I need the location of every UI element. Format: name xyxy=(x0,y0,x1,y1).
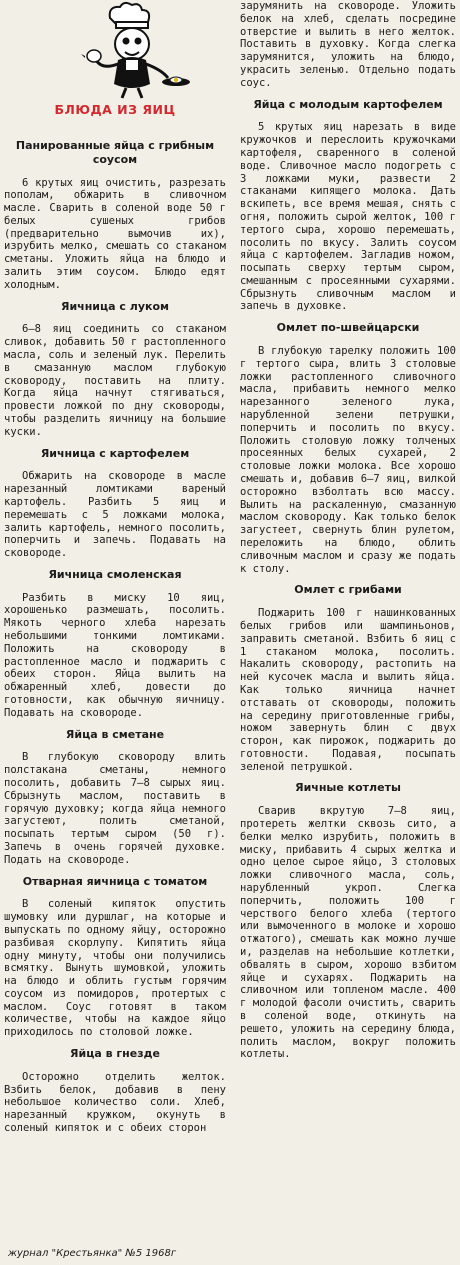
recipe-title: Отварная яичница с томатом xyxy=(22,874,208,888)
recipe-title: Яйца с молодым картофелем xyxy=(253,97,443,111)
recipe xyxy=(4,300,226,439)
recipe-title: Яйца в сметане xyxy=(65,727,165,741)
right-column xyxy=(236,0,460,1067)
recipe-body: Разбить в миску 10 яиц, хорошенько размешать, посолить. Мякоть черного хлеба нарезать небольшими тонкими ломтиками. Положить на сковороду в растопленное масло и поджарить с обеих сторон. Яйца вылить на обжаренный хлеб, довести до готовности, как обычную яичницу. Подавать на сковороде. xyxy=(4,591,226,719)
recipe xyxy=(240,781,456,1061)
recipe xyxy=(4,568,226,720)
section-title: БЛЮДА ИЗ ЯИЦ xyxy=(54,102,176,117)
recipe xyxy=(240,321,456,575)
recipe xyxy=(4,1047,226,1135)
recipe-title: Панированные яйца с грибным соусом xyxy=(15,139,215,166)
recipe-body: Обжарить на сковороде в масле нарезанный ломтиками вареный картофель. Разбить 5 яиц и перемешать с 5 ложками молока, залить картофель, немного посолить, поперчить и запечь. Подавать на сковороде. xyxy=(4,470,226,560)
recipe-body: зарумянить на сковороде. Уложить белок на хлеб, сделать посредине отверстие и вылить в него желток. Поставить в духовку. Когда слегка зарумянится, уложить на блюдо, украсить зеленью. Отдельно подать соус. xyxy=(240,0,456,89)
recipe-body: Осторожно отделить желток. Взбить белок, добавив в пену небольшое количество соли. Хлеб, нарезанный кружком, окунуть в соленый кипяток и с обеих сторон xyxy=(4,1070,226,1135)
recipe xyxy=(240,583,456,773)
recipe-body: 6 крутых яиц очистить, разрезать пополам, обжарить в сливочном масле. Сварить в соленой воде 50 г белых сушеных грибов (предварительно вымочив их), изрубить мелко, смешать со стаканом сметаны. Уложить яйца на блюдо и залить этим соусом. Блюдо едят холодным. xyxy=(4,176,226,291)
recipe-title: Яичница смоленская xyxy=(48,567,182,581)
recipe-body: В глубокую сковороду влить полстакана сметаны, немного посолить, добавить 7—8 сырых яиц. Сбрызнуть маслом, поставить в горячую духовку; когда яйца немного загустеют, полить сметаной, посыпать тертым сыром (50 г). Запечь в очень горячей духовке. Подать на сковороде. xyxy=(4,751,226,866)
recipe-continuation xyxy=(240,0,456,90)
recipe xyxy=(4,728,226,867)
recipe xyxy=(4,139,226,292)
recipe-title: Омлет по-швейцарски xyxy=(276,321,420,335)
recipe xyxy=(4,447,226,560)
recipe-title: Яйца в гнезде xyxy=(70,1047,160,1061)
recipe-body: В соленый кипяток опустить шумовку или дуршлаг, на которые и выпускать по одному яйцу, осторожно разбивая скорлупу. Кипятить яйца одну минуту, чтобы они получились всмятку. Вынуть шумовкой, уложить на блюдо и облить густым горячим соусом из помидоров, протертых с маслом. Соус готовят в таком количестве, чтобы на каждое яйцо приходилось по столовой ложке. xyxy=(4,898,226,1039)
recipe-body: Поджарить 100 г нашинкованных белых грибов или шампиньонов, заправить сметаной. Взбить 6 яиц с 1 стаканом молока, посолить. Накалить сковороду, растопить на ней кусочек масла и вылить яйца. Как только яичница начнет отставать от сковороды, положить на середину приготовленные грибы, ножом завернуть блин с двух сторон, как пирожок, поджарить до готовности. Подавая, посыпать зеленой петрушкой. xyxy=(240,607,456,773)
recipe-body: Сварив вкрутую 7—8 яиц, протереть желтки сквозь сито, а белки мелко изрубить, положить в миску, прибавить 4 сырых желтка и одно целое сырое яйцо, 3 столовых ложки сливочного масла, соль, нарубленный укроп. Слегка поперчить, положить 100 г черствого белого хлеба (тертого или вымоченного в молоке и хорошо отжатого), смешать как можно лучше и, разделав на небольшие котлетки, обвалять в сыром, хорошо взбитом яйце и сухарях. Поджарить на сливочном или топленом масле. 400 г молодой фасоли очистить, сварить в соленой воде, откинуть на решето, уложить на середину блюда, полить маслом, вокруг положить котлеты. xyxy=(240,805,456,1061)
header-illustration xyxy=(0,0,230,100)
recipe-body: 5 крутых яиц нарезать в виде кружочков и переслоить кружочками картофеля, сваренного в соленой воде. Сливочное масло подогреть с 3 ложками муки, развести 2 стаканами кипящего молока. Дать вскипеть, все время мешая, снять с огня, положить сырой желток, 100 г тертого сыра, хорошо перемешать, посолить по вкусу. Залить соусом яйца с картофелем. Загладив ножом, посыпать сверху тертым сыром, смешанным с просеянными сухарями. Сбрызнуть сливочным маслом и запечь в духовке. xyxy=(240,121,456,313)
recipe-title: Яичница с картофелем xyxy=(40,446,190,460)
recipe xyxy=(240,98,456,314)
recipe-title: Омлет с грибами xyxy=(294,583,402,597)
source-caption: журнал "Крестьянка" №5 1968г xyxy=(8,1248,177,1259)
chef-illustration-icon xyxy=(80,0,195,100)
recipe-body: 6—8 яиц соединить со стаканом сливок, добавить 50 г растопленного масла, соль и зеленый лук. Перелить в смазанную маслом глубокую сковороду, поставить на плиту. Когда яйца начнут стягиваться, провести ложкой по дну сковороды, чтобы разделить яичницу на большие куски. xyxy=(4,323,226,438)
recipe xyxy=(4,875,226,1040)
recipe-title: Яичные котлеты xyxy=(295,781,401,795)
left-column xyxy=(0,0,230,1141)
recipe-title: Яичница с луком xyxy=(60,299,170,313)
recipe-body: В глубокую тарелку положить 100 г тертого сыра, влить 3 столовые ложки растопленного сливочного масла, прибавить немного мелко нарезанного зеленого лука, нарубленной зелени петрушки, поперчить и посолить по вкусу. Положить столовую ложку толченых просеянных белых сухарей, 2 столовые ложки молока. Все хорошо смешать и, добавив 6—7 яиц, вилкой осторожно взболтать всю массу. Вылить на раскаленную, смазанную маслом сковороду. Как только белок загустеет, свернуть блин рулетом, переложить на блюдо, облить сливочным маслом и сразу же подать к столу. xyxy=(240,345,456,575)
